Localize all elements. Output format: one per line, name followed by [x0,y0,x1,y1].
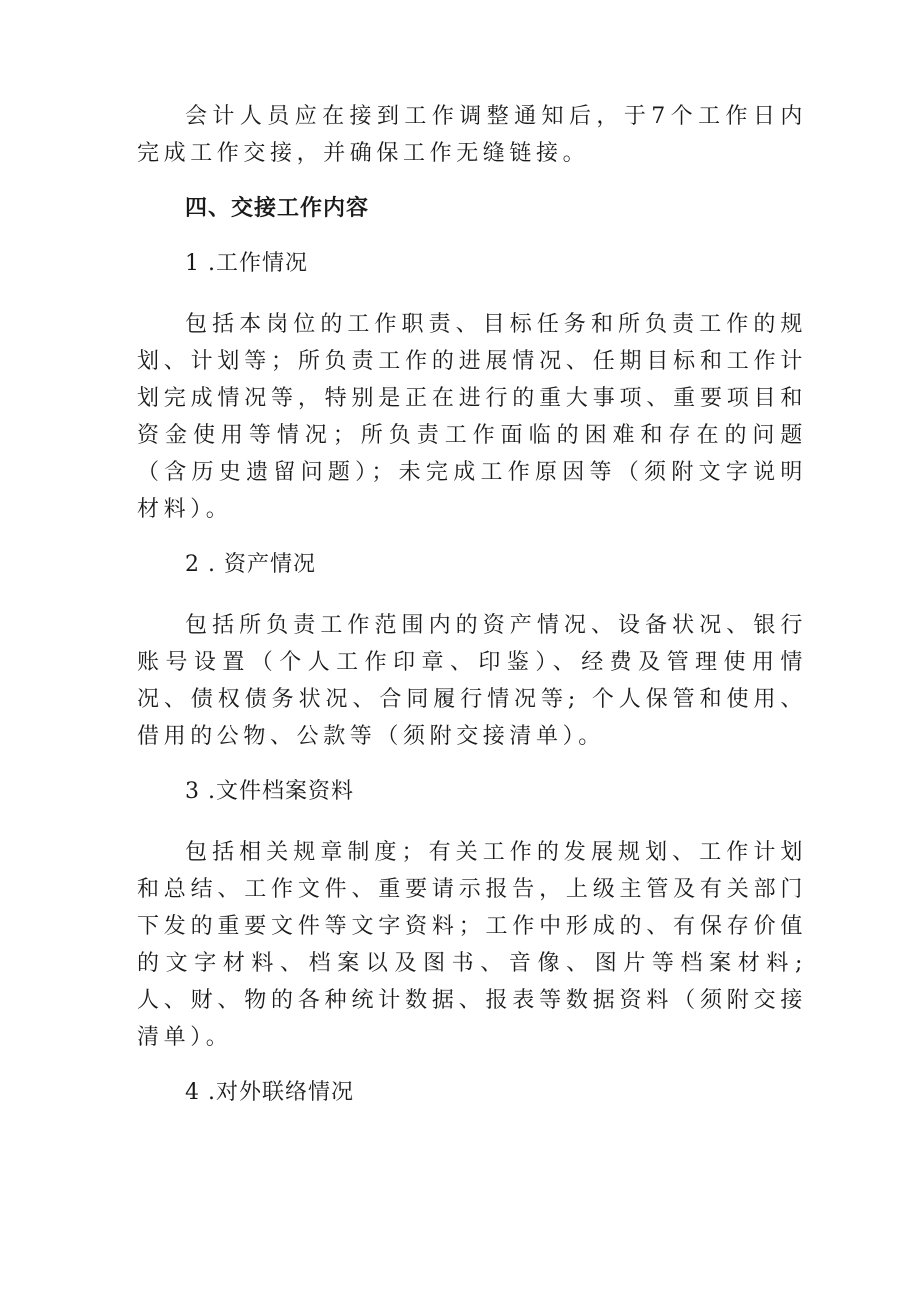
item-title-assets: 2 . 资产情况 [185,552,316,577]
item-body-work-status: 包括本岗位的工作职责、目标任务和所负责工作的规划、计划等；所负责工作的进展情况、任期目标和工作计划完成情况等，特别是正在进行的重大事项、重要项目和资金使用等情况；所负责工作面临的困难和存在的问题（含历史遗留问题）；未完成工作原因等（须附文字说明材料）。 [137,312,807,522]
item-title-external-contacts: 4 .对外联络情况 [185,1080,354,1105]
item-body-archives: 包括相关规章制度；有关工作的发展规划、工作计划和总结、工作文件、重要请示报告，上级主管及有关部门下发的重要文件等文字资料；工作中形成的、有保存价值的文字材料、档案以及图书、音像、图片等档案材料;人、财、物的各种统计数据、报表等数据资料（须附交接清单）。 [137,840,807,1050]
item-title-archives: 3 .文件档案资料 [185,779,354,804]
section-heading: 四、交接工作内容 [185,195,370,221]
document-body [137,98,807,1111]
intro-paragraph: 会计人员应在接到工作调整通知后，于7个工作日内完成工作交接，并确保工作无缝链接。 [137,104,807,166]
item-body-assets: 包括所负责工作范围内的资产情况、设备状况、银行账号设置（个人工作印章、印鉴）、经费及管理使用情况、债权债务状况、合同履行情况等; 个人保管和使用、借用的公物、公款等（须附交接清单）。 [137,613,807,749]
item-title-work-status: 1 .工作情况 [185,251,308,276]
